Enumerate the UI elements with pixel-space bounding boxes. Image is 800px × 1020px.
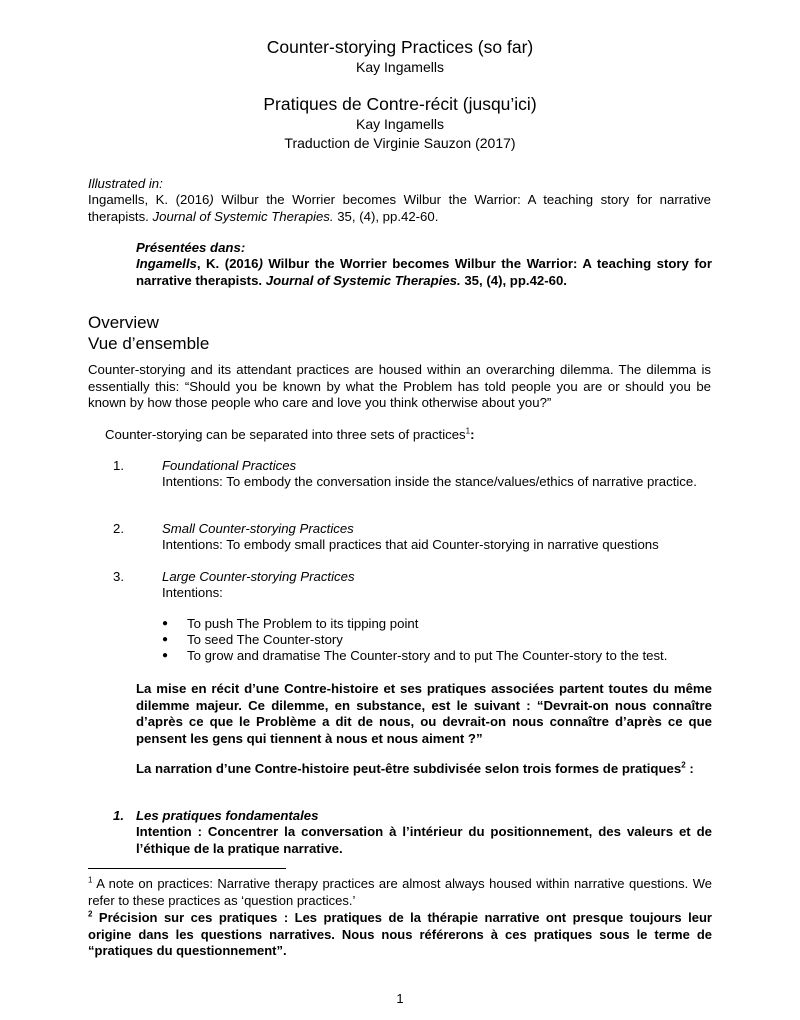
bullet-item: To grow and dramatise The Counter-story and to put The Counter-story to the test. — [187, 648, 668, 663]
french-item-number: 1. — [113, 808, 124, 823]
practice-number: 2. — [113, 521, 124, 536]
footnote-divider — [88, 868, 286, 869]
overview-heading: Overview — [88, 313, 159, 332]
french-paragraph-2: La narration d’une Contre-histoire peut-être subdivisée selon trois formes de pratiques$^2$ : — [136, 760, 694, 776]
bullet-icon: ● — [162, 634, 169, 645]
overview-heading-fr: Vue d’ensemble — [88, 334, 210, 353]
page-number: 1 — [396, 991, 404, 1006]
french-item-text: Intention : Concentrer la conversation à l’intérieur du positionnement, des valeurs et de l’éthique de la pratique narrative. — [136, 824, 712, 856]
practices-intro: Counter-storying can be separated into three sets of practices$^1$: — [105, 426, 475, 442]
title-en: Counter-storying Practices (so far) — [266, 37, 534, 57]
bullet-icon: ● — [162, 650, 169, 661]
practice-intention: Intentions: — [162, 585, 223, 600]
bullet-item: To seed The Counter-story — [187, 632, 343, 647]
translation-credit: Traduction de Virginie Sauzon (2017) — [284, 135, 516, 151]
french-item-title: Les pratiques fondamentales — [136, 808, 319, 823]
presentees-reference: Ingamells, K. (2016) Wilbur the Worrier becomes Wilbur the Warrior: A teaching story for narrative therapists. Journal of Systemic Therapies. 35, (4), pp.42-60. — [136, 256, 712, 288]
presentees-label: Présentées dans: — [136, 240, 246, 255]
author-fr: Kay Ingamells — [356, 116, 444, 132]
french-paragraph-1: La mise en récit d’une Contre-histoire et ses pratiques associées partent toutes du même dilemme majeur. Ce dilemme, en substance, est le suivant : “Devrait-on nous connaître d’après ce que le Problème a dit de nous, ou devrait-on nous connaître d’après ce que pensent les gens qui tiennent à nous et nous aiment ?” — [136, 681, 712, 746]
bullet-item: To push The Problem to its tipping point — [187, 616, 419, 631]
practice-title: Foundational Practices — [162, 458, 297, 473]
practice-intention: Intentions: To embody the conversation inside the stance/values/ethics of narrative practice. — [162, 474, 697, 489]
practice-intention: Intentions: To embody small practices that aid Counter-storying in narrative questions — [162, 537, 659, 552]
footnote-2: $^2$ Précision sur ces pratiques : Les pratiques de la thérapie narrative ont presque toujours leur origine dans les questions narratives. Nous nous référerons à ces pratiques sous le terme de “pratiques du questionnement”. — [88, 909, 712, 958]
author-en: Kay Ingamells — [356, 59, 444, 75]
practice-number: 3. — [113, 569, 124, 584]
bullet-icon: ● — [162, 618, 169, 629]
illustrated-label: Illustrated in: — [88, 176, 163, 191]
practice-number: 1. — [113, 458, 124, 473]
footnote-1: $^1$ A note on practices: Narrative therapy practices are almost always housed within narrative questions. We refer to these practices as ‘question practices.’ — [88, 875, 712, 908]
practice-title: Large Counter-storying Practices — [162, 569, 355, 584]
title-fr: Pratiques de Contre-récit (jusqu’ici) — [263, 94, 537, 114]
overview-paragraph: Counter-storying and its attendant practices are housed within an overarching dilemma. The dilemma is essentially this: “Should you be known by what the Problem has told people you are or should you be known by how those people who care and love you think otherwise about you?” — [88, 362, 711, 410]
illustrated-reference: Ingamells, K. (2016) Wilbur the Worrier becomes Wilbur the Warrior: A teaching story for narrative therapists. Journal of Systemic Therapies. 35, (4), pp.42-60. — [88, 192, 711, 224]
practice-title: Small Counter-storying Practices — [162, 521, 354, 536]
